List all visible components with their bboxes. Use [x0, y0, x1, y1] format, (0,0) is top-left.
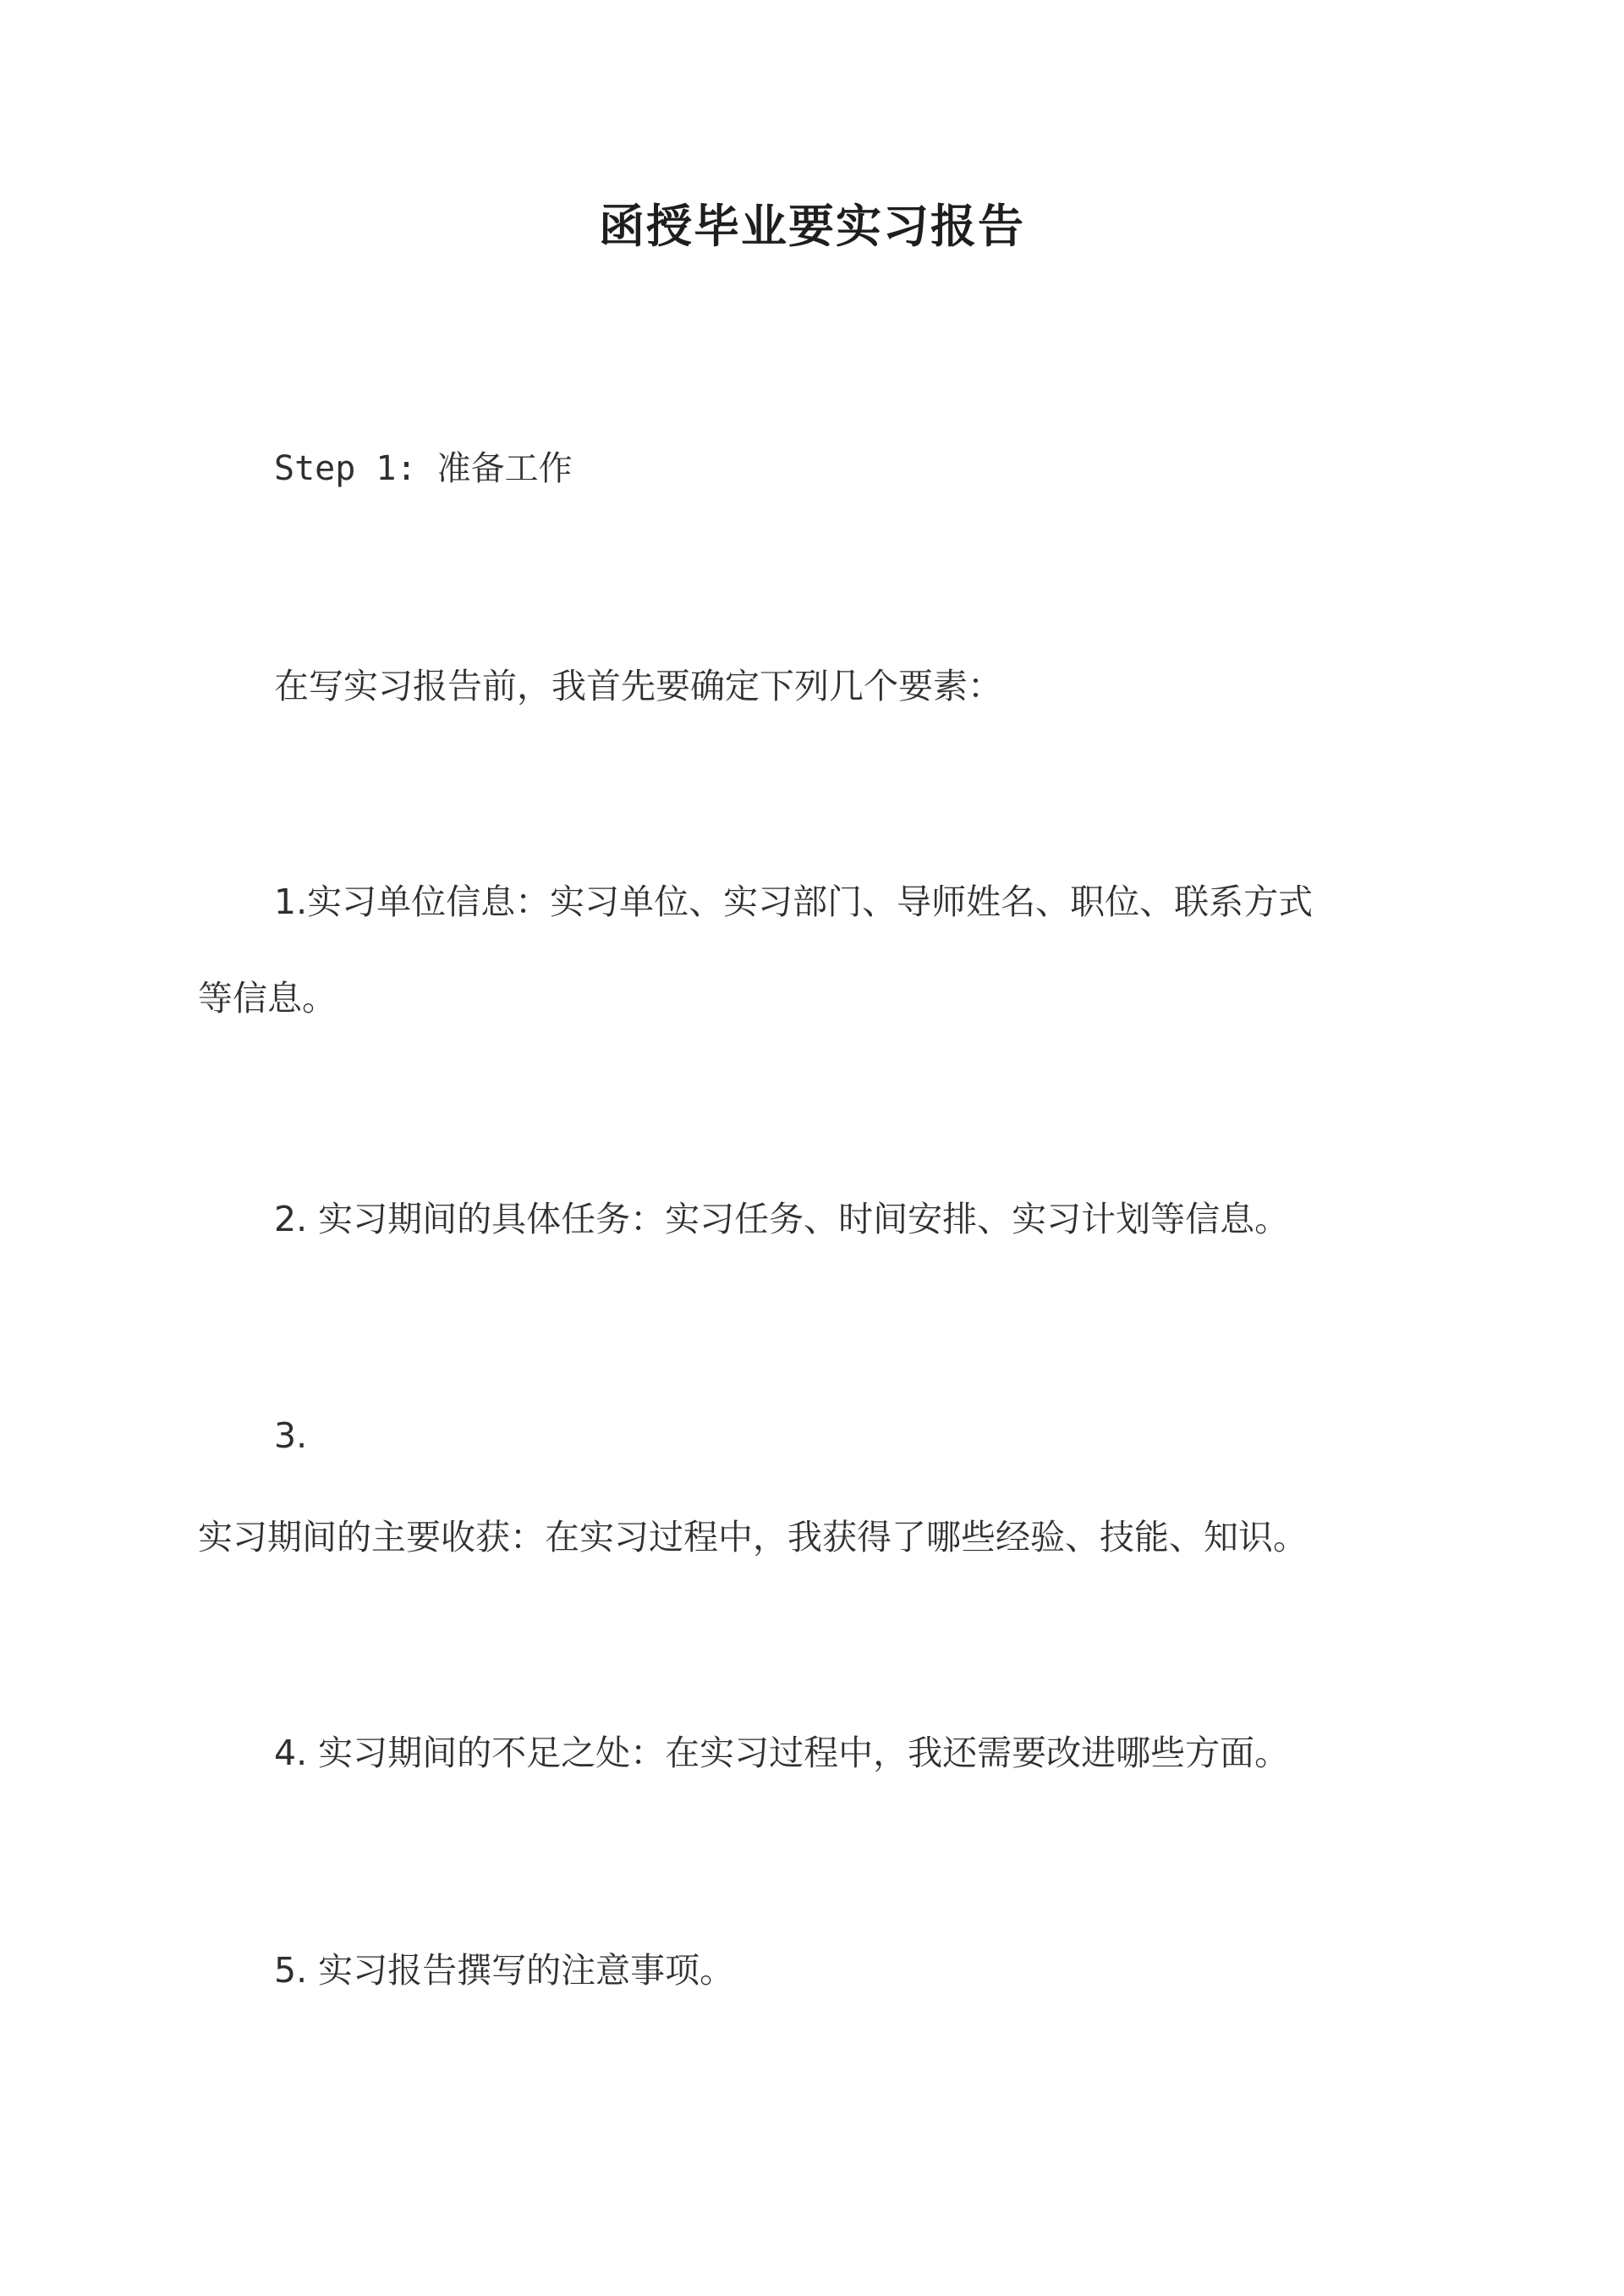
step-heading: Step 1: 准备工作	[274, 449, 573, 488]
document-title: 函授毕业要实习报告	[599, 199, 1025, 253]
intro-paragraph: 在写实习报告前，我首先要确定下列几个要素：	[274, 666, 1002, 706]
list-item-1-line-2: 等信息。	[198, 978, 337, 1019]
list-item-4: 4. 实习期间的不足之处：在实习过程中，我还需要改进哪些方面。	[274, 1733, 1290, 1773]
list-item-1-line-1: 1.实习单位信息：实习单位、实习部门、导师姓名、职位、联系方式	[274, 882, 1314, 922]
list-item-3-number: 3.	[274, 1415, 308, 1456]
list-item-5: 5. 实习报告撰写的注意事项。	[274, 1950, 735, 1991]
list-item-2: 2. 实习期间的具体任务：实习任务、时间安排、实习计划等信息。	[274, 1199, 1290, 1239]
list-item-3-text: 实习期间的主要收获：在实习过程中，我获得了哪些经验、技能、知识。	[198, 1517, 1308, 1557]
